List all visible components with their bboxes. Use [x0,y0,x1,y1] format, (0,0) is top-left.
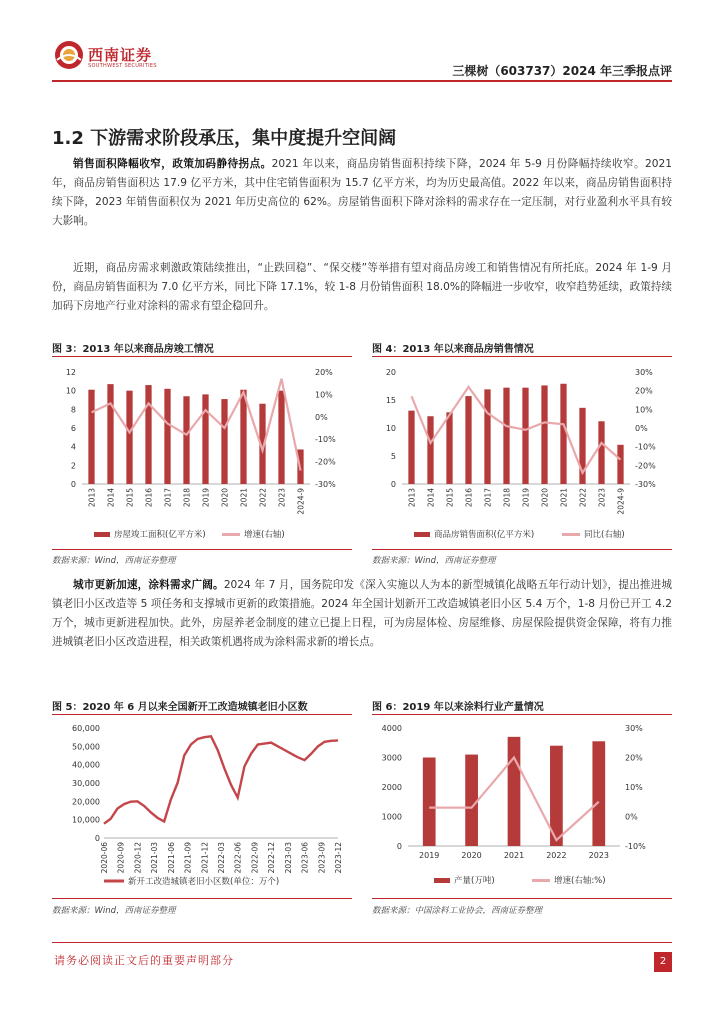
bar-mark [145,385,151,484]
x-tick-label: 2013 [87,488,97,508]
x-tick-label: 2013 [407,488,417,508]
figure-4-source: 数据来源：Wind，西南证券整理 [372,556,496,566]
figure-3-rule [52,356,352,357]
y-left-tick-label: 10 [65,386,76,396]
paragraph-3 [52,576,672,652]
page-header [52,40,672,78]
y-left-tick-label: 2 [70,461,76,471]
y-right-tick-label: 30% [625,724,643,733]
series-line [104,736,338,823]
x-tick-label: 2018 [182,488,192,508]
y-right-tick-label: 20% [315,368,333,377]
x-tick-label: 2020 [220,488,230,508]
y-left-tick-label: 12 [65,368,76,377]
x-tick-label: 2022-09 [250,842,260,874]
bar-mark [465,755,478,846]
x-tick-label: 2016 [464,488,474,508]
x-tick-label: 2015 [445,488,455,508]
paragraph-1 [52,155,672,231]
y-tick-label: 40,000 [72,760,100,770]
y-right-tick-label: -30% [315,480,336,489]
x-tick-label: 2023 [277,488,287,508]
bar-mark [508,737,521,846]
bar-mark [503,388,509,484]
legend-line-label: 新开工改造城镇老旧小区数(单位：万个) [128,877,280,887]
x-tick-label: 2014 [106,488,116,508]
x-tick-label: 2021 [559,488,569,508]
figure-3-chart [52,360,352,548]
bar-mark [408,411,414,484]
x-tick-label: 2019 [419,851,440,860]
header-divider [52,80,672,82]
company-logo-icon [54,40,84,70]
x-tick-label: 2022-12 [267,842,277,874]
x-tick-label: 2018 [502,488,512,508]
legend-line-label: 增速(右轴) [244,530,285,540]
y-right-tick-label: 0% [635,424,648,433]
y-left-tick-label: 5 [390,452,396,461]
x-tick-label: 2020 [540,488,550,508]
figure-6-chart [372,718,672,896]
y-right-tick-label: -10% [635,442,656,452]
y-right-tick-label: 30% [635,368,653,377]
bar-mark [560,384,566,484]
x-tick-label: 2024-9 [616,488,626,515]
x-tick-label: 2022 [546,851,567,860]
figure-6-source: 数据来源：中国涂料工业协会，西南证券整理 [372,906,543,916]
y-tick-label: 10,000 [72,815,100,825]
x-tick-label: 2020-09 [116,842,126,874]
y-left-tick-label: 20 [385,368,396,377]
y-left-tick-label: 10 [385,424,396,433]
figure-6-rule [372,714,672,715]
figure-6-title: 图 6：2019 年以来涂料行业产量情况 [372,702,544,713]
y-left-tick-label: 2000 [381,783,402,792]
figure-5-chart [52,718,352,896]
figure-6-bottom-rule [372,898,672,899]
x-tick-label: 2022 [258,488,268,508]
bar-mark [446,412,452,484]
x-tick-label: 2017 [483,488,493,508]
figure-4-chart [372,360,672,548]
report-title: 三棵树（603737）2024 年三季报点评 [452,64,672,78]
y-right-tick-label: 10% [635,405,653,415]
y-left-tick-label: 15 [385,396,396,405]
y-left-tick-label: 4000 [381,724,402,733]
y-left-tick-label: 4 [70,442,76,452]
x-tick-label: 2023-12 [334,842,343,874]
x-tick-label: 2023 [588,851,609,860]
x-tick-label: 2017 [163,488,173,508]
x-tick-label: 2016 [144,488,154,508]
x-tick-label: 2023-06 [300,842,310,874]
y-left-tick-label: 3000 [381,753,402,763]
x-tick-label: 2022-03 [217,842,226,874]
y-left-tick-label: 0 [390,480,396,489]
x-tick-label: 2021-09 [183,842,193,874]
legend-line-label: 增速(右轴:%) [554,876,606,886]
x-tick-label: 2021-03 [150,842,160,874]
bar-mark [617,445,623,484]
footer-disclaimer: 请务必阅读正文后的重要声明部分 [54,954,234,967]
y-left-tick-label: 0 [70,480,76,489]
bar-mark [484,389,490,484]
legend-bar-swatch [434,878,450,883]
logo-subtext: SOUTHWEST SECURITIES [88,63,157,69]
figure-5-rule [52,714,352,715]
figure-4-rule [372,356,672,357]
paragraph-3-lead: 城市更新加速，涂料需求广阔。 [73,579,224,591]
y-left-tick-label: 0 [396,842,402,851]
x-tick-label: 2020-12 [133,842,143,874]
y-tick-label: 50,000 [72,742,100,752]
y-left-tick-label: 6 [70,424,76,433]
y-left-tick-label: 8 [70,405,76,415]
y-right-tick-label: 0% [315,412,328,422]
figure-4-bottom-rule [372,549,672,550]
bar-mark [221,399,227,484]
bar-mark [465,396,471,484]
x-tick-label: 2020 [461,851,482,860]
x-tick-label: 2014 [426,488,436,508]
x-tick-label: 2023-09 [317,842,327,874]
series-line [412,387,621,473]
figure-5-source: 数据来源：Wind，西南证券整理 [52,906,176,916]
bar-mark [423,758,436,847]
figure-3-title: 图 3：2013 年以来商品房竣工情况 [52,344,214,355]
x-tick-label: 2021 [239,488,249,508]
y-right-tick-label: 10% [315,390,333,400]
legend-bar-label: 商品房销售面积(亿平方米) [434,530,535,540]
legend-bar-swatch [414,532,430,537]
footer-divider [52,942,672,943]
legend-line-label: 同比(右轴) [584,530,625,540]
bar-mark [88,390,94,484]
y-right-tick-label: 10% [625,783,643,792]
y-tick-label: 30,000 [72,779,100,788]
x-tick-label: 2023 [597,488,607,508]
bar-mark [126,391,132,484]
paragraph-1-lead: 销售面积降幅收窄，政策加码静待拐点。 [73,158,272,170]
x-tick-label: 2022 [578,488,588,508]
bar-mark [107,384,113,484]
bar-mark [522,388,528,484]
paragraph-2-body: 近期，商品房需求刺激政策陆续推出，“止跌回稳”、“保交楼”等举措有望对商品房竣工和销售情况有所托底。2024 年 1-9 月份，商品房销售面积为 7.0 亿平方米，同比下降 17.1%，较 1-8 月份销售面积 18.0%的降幅进一步收窄，收窄趋势延续，政策持续加码下房地产行业对涂料的需求有望企稳回升。 [52,262,672,312]
x-tick-label: 2023-03 [283,842,293,874]
x-tick-label: 2021 [503,851,525,860]
y-left-tick-label: 1000 [381,812,402,822]
y-right-tick-label: -20% [315,457,336,467]
bar-mark [183,396,189,484]
figure-5-bottom-rule [52,898,352,899]
y-right-tick-label: 20% [635,386,653,396]
y-tick-label: 20,000 [72,797,100,807]
bar-mark [240,390,246,484]
bar-mark [278,391,284,484]
legend-bar-label: 房屋竣工面积(亿平方米) [114,530,206,540]
bar-mark [164,389,170,484]
bar-mark [202,394,208,484]
y-right-tick-label: 20% [625,753,643,763]
paragraph-2 [52,259,672,316]
figure-3-bottom-rule [52,549,352,550]
section-heading: 1.2 下游需求阶段承压，集中度提升空间阔 [52,128,397,149]
y-right-tick-label: 0% [625,812,638,822]
page-number: 2 [654,952,672,972]
x-tick-label: 2021-06 [166,842,176,874]
paragraph-1-body: 2021 年以来，商品房销售面积持续下降，2024 年 5-9 月份降幅持续收窄。2021 年，商品房销售面积达 17.9 亿平方米，其中住宅销售面积为 15.7 亿平方米，均为历史最高值。2022 年以来，商品房销售面积持续下降，2023 年销售面积仅为 2021 年历史高位的 62%。房屋销售面积下降对涂料的需求存在一定压制，对行业盈利水平具有较大影响。 [52,158,673,227]
paragraph-3-body: 2024 年 7 月，国务院印发《深入实施以人为本的新型城镇化战略五年行动计划》，提出推进城镇老旧小区改造等 5 项任务和支撑城市更新的政策措施。2024 年全国计划新开工改造城镇老旧小区 5.4 万个，1-8 月份已开工 4.2 万个，城市更新进程加快。此外，房屋养老金制度的建立已提上日程，可为房屋体检、房屋维修、房屋保险提供资金保障，将有力推进城镇老旧小区改造进程，相关政策机遇将成为涂料需求新的增长点。 [52,579,673,648]
legend-bar-swatch [94,532,110,537]
bar-mark [598,421,604,484]
x-tick-label: 2022-06 [233,842,243,874]
series-line [92,379,301,471]
x-tick-label: 2024-9 [296,488,306,515]
figure-5-title: 图 5：2020 年 6 月以来全国新开工改造城镇老旧小区数 [52,702,308,713]
bar-mark [592,741,605,846]
y-right-tick-label: -10% [625,842,646,851]
y-right-tick-label: -30% [635,480,656,489]
x-tick-label: 2021-12 [200,842,210,874]
legend-bar-label: 产量(万吨) [454,876,495,886]
y-tick-label: 60,000 [72,724,100,733]
bar-mark [541,385,547,484]
y-tick-label: 0 [94,834,100,843]
x-tick-label: 2019 [521,488,531,508]
x-tick-label: 2019 [201,488,211,508]
x-tick-label: 2020-06 [100,842,109,874]
bar-mark [427,416,433,484]
y-right-tick-label: -10% [315,435,336,445]
figure-3-source: 数据来源：Wind，西南证券整理 [52,556,176,566]
x-tick-label: 2015 [125,488,135,508]
figure-4-title: 图 4：2013 年以来商品房销售情况 [372,344,534,355]
y-right-tick-label: -20% [635,461,656,471]
logo-text: 西南证券 [88,46,153,64]
